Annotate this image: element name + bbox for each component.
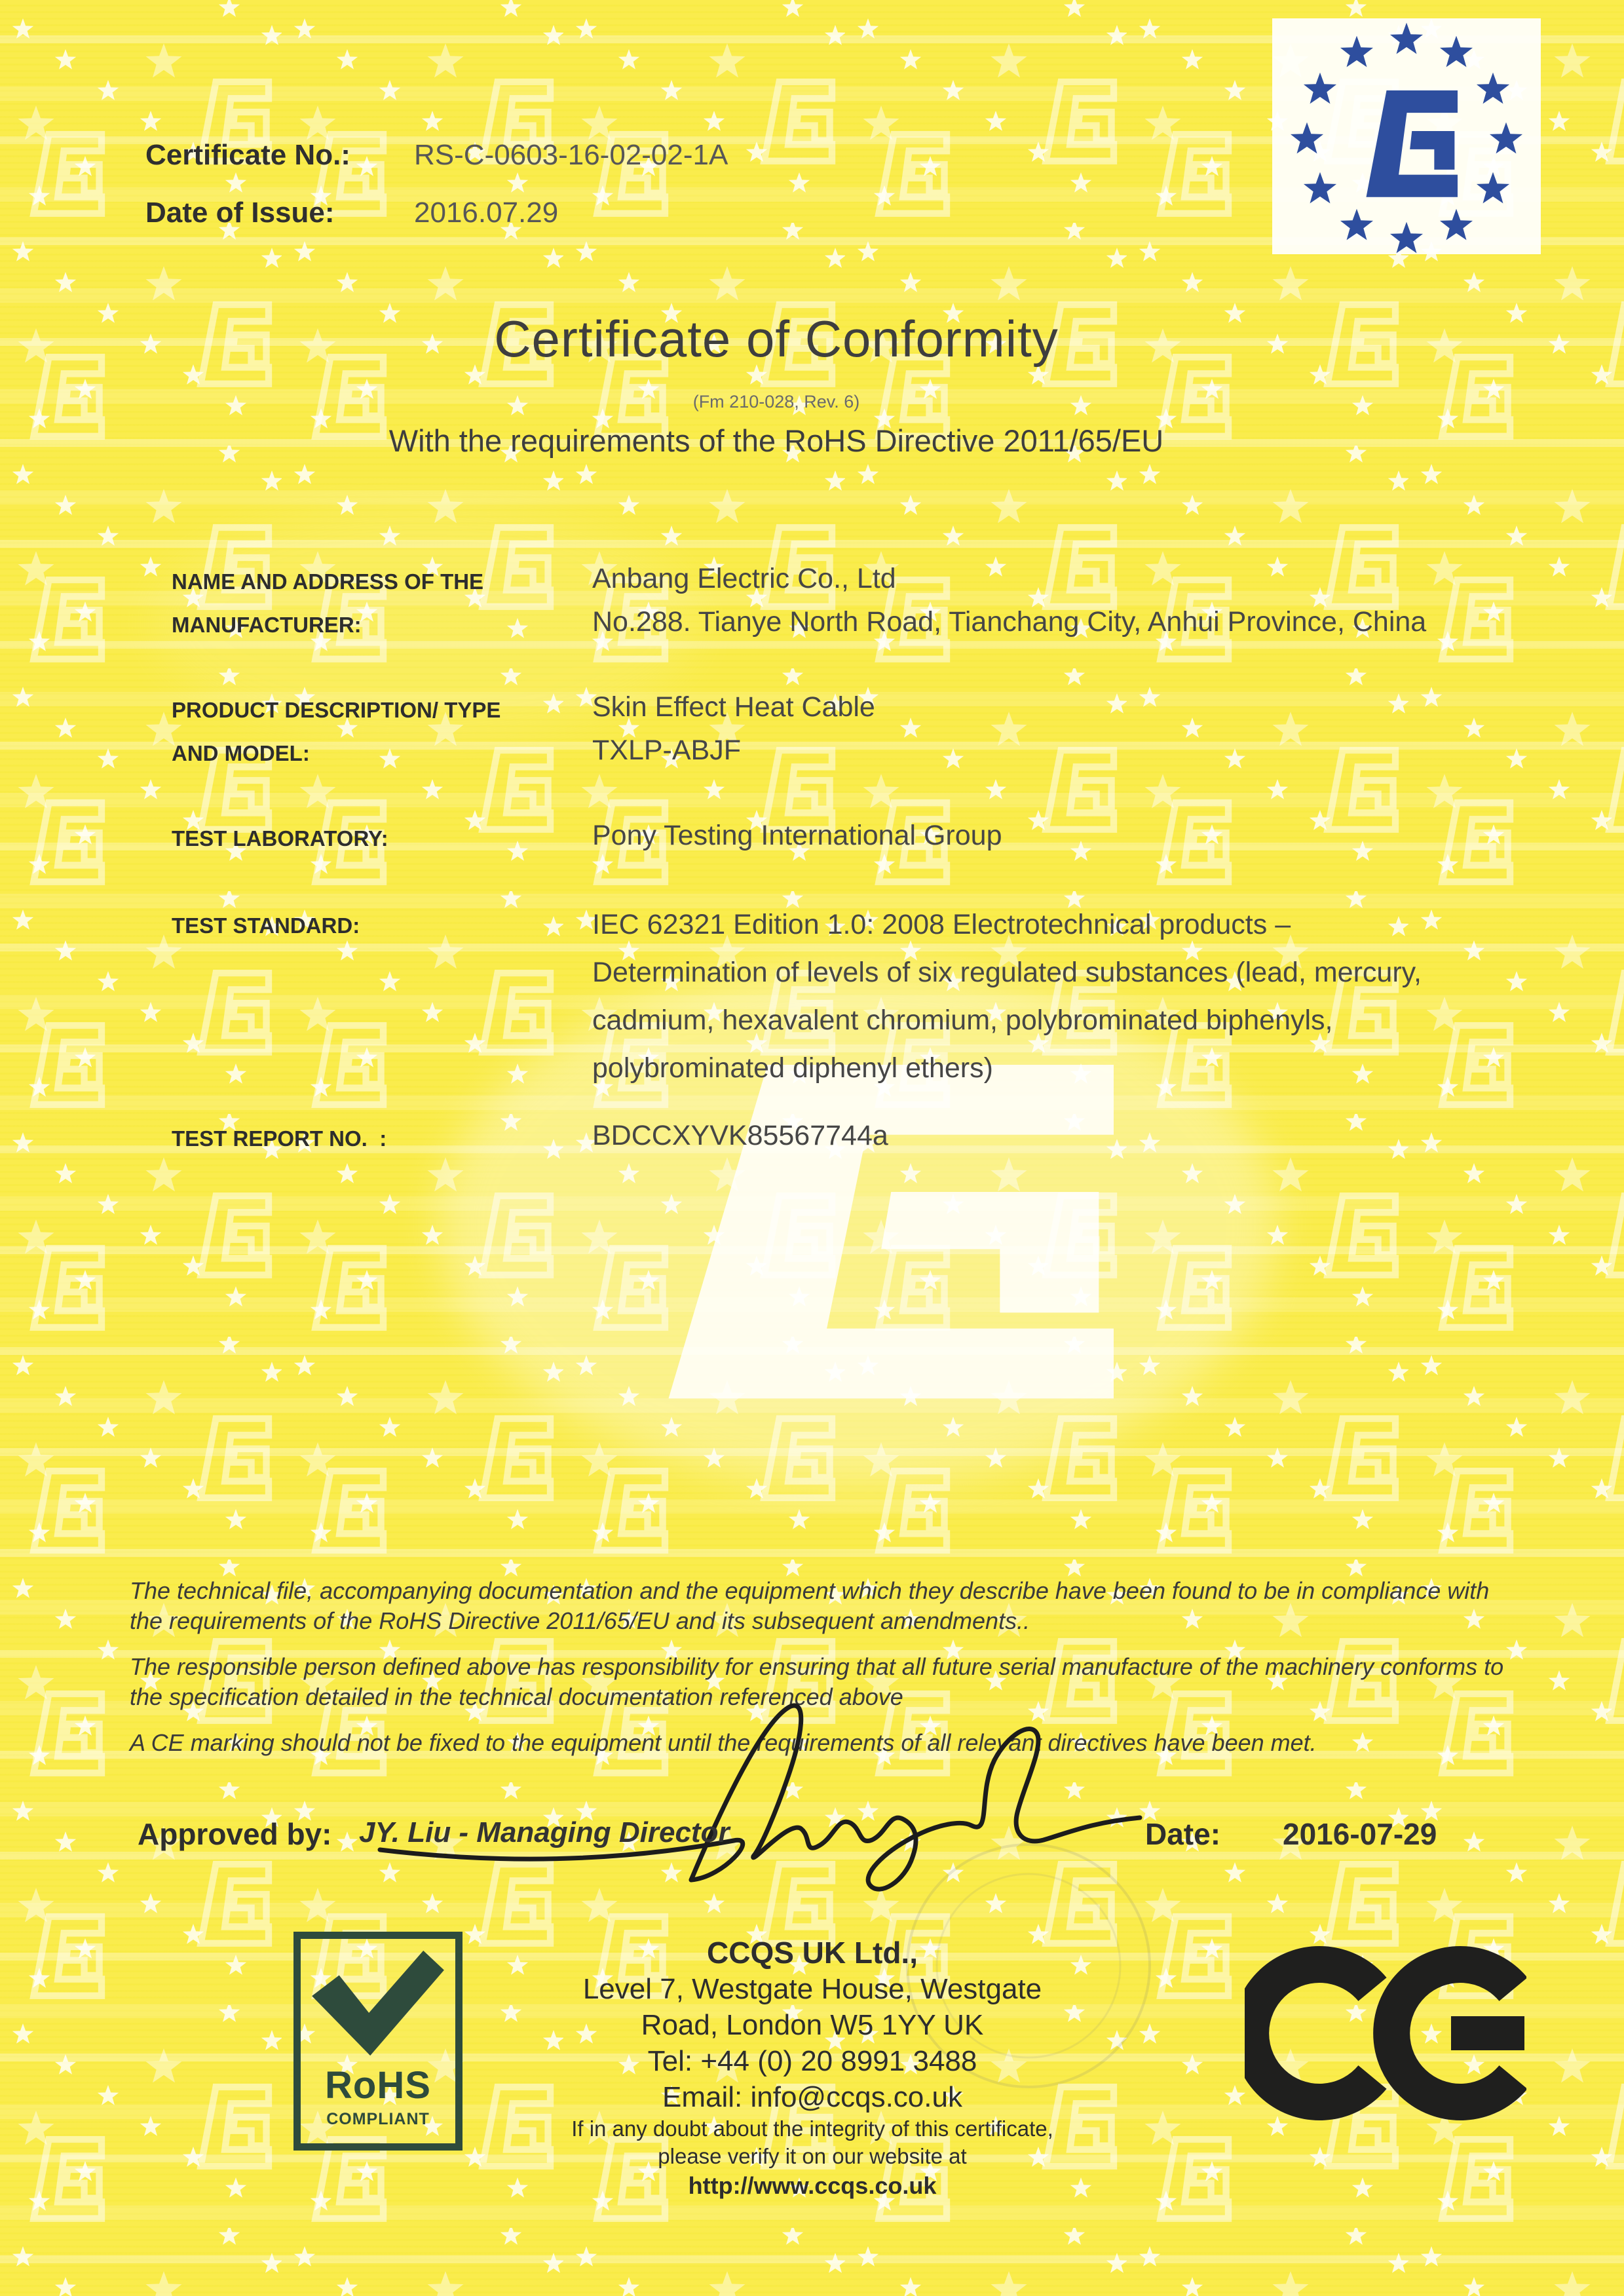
field-label: AND MODEL: [172, 741, 310, 765]
field-label: NAME AND ADDRESS OF THE [172, 569, 484, 594]
field-label: TEST REPORT NO. : [172, 1126, 387, 1151]
issuer-company: CCQS UK Ltd., [707, 1936, 918, 1970]
issuer-email: Email: info@ccqs.co.uk [662, 2081, 962, 2113]
field-value: Pony Testing International Group [592, 820, 1002, 851]
certificate-no-value: RS-C-0603-16-02-02-1A [414, 139, 728, 171]
field-value: No.288. Tianye North Road, Tianchang City, Anhui Province, China [592, 606, 1427, 638]
approval-row [0, 1816, 1624, 1862]
field-value: BDCCXYVK85567744a [592, 1120, 888, 1151]
field-value: Determination of levels of six regulated substances (lead, mercury, [592, 957, 1422, 988]
field-value: Skin Effect Heat Cable [592, 691, 875, 723]
field-value: Anbang Electric Co., Ltd [592, 563, 896, 594]
page-title: Certificate of Conformity [494, 310, 1059, 368]
field-value: cadmium, hexavalent chromium, polybrominated biphenyls, [592, 1004, 1333, 1036]
ce-mark-icon [1245, 1925, 1526, 2141]
date-of-issue-label: Date of Issue: [145, 197, 335, 229]
compliance-paragraph: The responsible person defined above has responsibility for ensuring that all future serial manufacture of the machinery conforms to the specification detailed in the technical documentation referenced above [130, 1653, 1504, 1710]
issuer-address-line1: Level 7, Westgate House, Westgate [582, 1973, 1042, 2005]
eu-stars-logo [1272, 18, 1541, 254]
approved-by-value: JY. Liu - Managing Director [359, 1816, 730, 1848]
field-value: IEC 62321 Edition 1.0: 2008 Electrotechnical products – [592, 909, 1291, 940]
field-label: TEST STANDARD: [172, 913, 360, 938]
field-label: MANUFACTURER: [172, 613, 362, 637]
page-subtitle: With the requirements of the RoHS Directive 2011/65/EU [388, 423, 1164, 458]
approval-date-label: Date: [1145, 1817, 1221, 1851]
rohs-badge-title: RoHS [325, 2064, 431, 2107]
approved-by-label: Approved by: [138, 1817, 332, 1851]
field-value: polybrominated diphenyl ethers) [592, 1052, 993, 1084]
rohs-badge-subtitle: COMPLIANT [326, 2110, 430, 2128]
issuer-website: http://www.ccqs.co.uk [688, 2172, 937, 2199]
compliance-paragraph: The technical file, accompanying documentation and the equipment which they describe have been found to be in compliance with the requirements of the RoHS Directive 2011/65/EU and its subsequent amendments.. [130, 1577, 1490, 1634]
field-label: PRODUCT DESCRIPTION/ TYPE [172, 698, 501, 722]
approval-date-value: 2016-07-29 [1283, 1817, 1437, 1851]
certificate-no-label: Certificate No.: [145, 139, 350, 171]
compliance-paragraph: A CE marking should not be fixed to the equipment until the requirements of all relevant directives have been met. [130, 1729, 1317, 1756]
rohs-check-icon [305, 1945, 451, 2062]
issuer-tel: Tel: +44 (0) 20 8991 3488 [647, 2045, 977, 2077]
date-of-issue-value: 2016.07.29 [414, 197, 559, 229]
form-reference: (Fm 210-028, Rev. 6) [692, 392, 860, 411]
field-value: TXLP-ABJF [592, 735, 741, 766]
field-label: TEST LABORATORY: [172, 826, 388, 851]
issuer-address-line2: Road, London W5 1YY UK [641, 2009, 984, 2041]
issuer-note-line1: If in any doubt about the integrity of this certificate, [571, 2116, 1053, 2141]
rohs-badge [293, 1932, 463, 2151]
issuer-note-line2: please verify it on our website at [658, 2144, 967, 2168]
issuer-block [518, 1934, 1107, 2202]
